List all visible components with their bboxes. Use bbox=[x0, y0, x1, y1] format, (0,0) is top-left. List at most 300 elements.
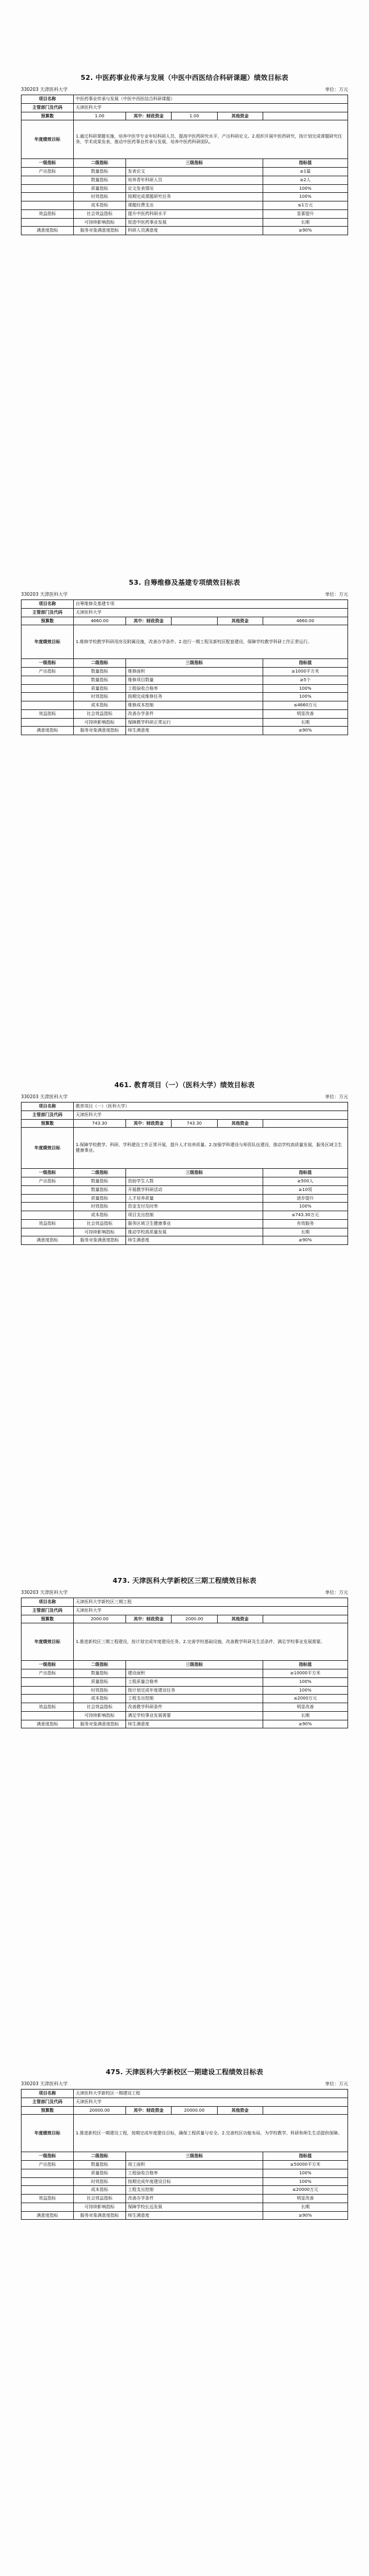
level2-cell: 社会效益指标 bbox=[73, 1219, 125, 1228]
level3-cell: 培养青年科研人员 bbox=[125, 176, 263, 184]
level1-cell bbox=[22, 176, 74, 184]
section-meta bbox=[21, 86, 348, 93]
project-name: 天津医科大学新校区一期建设工程 bbox=[73, 2090, 347, 2098]
unit-name-label: 主管部门及代码 bbox=[22, 2098, 74, 2106]
level1-cell: 产出指标 bbox=[22, 1669, 74, 1678]
level1-cell bbox=[22, 718, 74, 727]
unit-name: 天津医科大学 bbox=[73, 2098, 347, 2106]
value-cell: 100% bbox=[263, 193, 347, 201]
header-l1: 一级指标 bbox=[22, 1169, 74, 1177]
table-row bbox=[22, 209, 348, 218]
level2-cell: 成本指标 bbox=[73, 701, 125, 710]
value-cell: ≥10000平方米 bbox=[263, 1669, 347, 1678]
goal-label: 年度绩效目标 bbox=[22, 625, 74, 659]
header-l3: 三级指标 bbox=[125, 159, 263, 168]
budget-label: 预算数 bbox=[22, 1119, 74, 1128]
value-cell: ≤20000万元 bbox=[263, 2186, 347, 2195]
level2-cell: 时效指标 bbox=[73, 193, 125, 201]
value-cell: ≥90% bbox=[263, 1236, 347, 1245]
level3-cell: 维修项目数量 bbox=[125, 676, 263, 684]
value-cell: 100% bbox=[263, 2169, 347, 2177]
other-label: 其他资金 bbox=[217, 112, 263, 120]
table-row bbox=[22, 2169, 348, 2177]
value-cell: ≥500人 bbox=[263, 1177, 347, 1186]
value-cell: 100% bbox=[263, 184, 347, 193]
level3-cell: 提升中医药科研水平 bbox=[125, 209, 263, 218]
other-value: 4660.00 bbox=[263, 617, 347, 625]
unit-name: 天津医科大学 bbox=[73, 1110, 347, 1119]
level2-cell: 可持续影响指标 bbox=[73, 718, 125, 727]
level2-cell: 数量指标 bbox=[73, 168, 125, 176]
header-l3: 三级指标 bbox=[125, 2152, 263, 2161]
table-row bbox=[22, 2186, 348, 2195]
project-name: 天津医科大学新校区三期工程 bbox=[73, 1598, 347, 1607]
level3-cell: 资助学生人数 bbox=[125, 1177, 263, 1186]
level3-cell: 师生满意度 bbox=[125, 2211, 263, 2220]
value-cell: ≥1000平方米 bbox=[263, 668, 347, 676]
budget-label: 预算数 bbox=[22, 1615, 74, 1623]
value-cell: ≤2000万元 bbox=[263, 1695, 347, 1703]
goal-text: 1.通过科研课题实施，培养中医学专业年轻科研人员，提高中医药研究水平，产出科研论文。2.组织开展中医药研究，按计划完成课题研究任务，学术成果发表，推动中医药事业传承与发展，培养中医药科研团队。 bbox=[73, 120, 347, 159]
value-cell: 100% bbox=[263, 1686, 347, 1695]
level3-cell: 资金支付及时率 bbox=[125, 1203, 263, 1211]
level1-cell: 满意度指标 bbox=[22, 227, 74, 235]
table-row bbox=[22, 193, 348, 201]
level1-cell: 产出指标 bbox=[22, 1177, 74, 1186]
level3-cell: 按期完成年度建设目标 bbox=[125, 2177, 263, 2186]
level1-cell bbox=[22, 1695, 74, 1703]
value-cell: ≥2人 bbox=[263, 176, 347, 184]
header-l1: 一级指标 bbox=[22, 159, 74, 168]
table-row bbox=[22, 1677, 348, 1686]
level3-cell: 开展教学科研活动 bbox=[125, 1185, 263, 1194]
unit-code: 330203 天津医科大学 bbox=[21, 2081, 68, 2086]
table-row bbox=[22, 1711, 348, 1720]
table-row bbox=[22, 701, 348, 710]
level2-cell: 可持续影响指标 bbox=[73, 2203, 125, 2211]
level2-cell: 社会效益指标 bbox=[73, 209, 125, 218]
unit-code: 330203 天津医科大学 bbox=[21, 1094, 68, 1099]
level1-cell: 效益指标 bbox=[22, 709, 74, 718]
level3-cell: 项目支出控制 bbox=[125, 1211, 263, 1220]
table-row bbox=[22, 1720, 348, 1728]
level2-cell: 质量指标 bbox=[73, 684, 125, 693]
value-cell: ≥5个 bbox=[263, 676, 347, 684]
finance-label: 其中：财政资金 bbox=[125, 2106, 171, 2115]
budget-label: 预算数 bbox=[22, 2106, 74, 2115]
project-label: 项目名称 bbox=[22, 1598, 74, 1607]
section-461 bbox=[21, 1080, 348, 1245]
level2-cell: 服务对象满意度指标 bbox=[73, 2211, 125, 2220]
level3-cell: 论文发表情况 bbox=[125, 184, 263, 193]
project-name: 教育项目（一）（医科大学） bbox=[73, 1103, 347, 1111]
level1-cell: 产出指标 bbox=[22, 168, 74, 176]
header-value: 指标值 bbox=[263, 659, 347, 668]
value-cell: ≥90% bbox=[263, 1720, 347, 1728]
table-row bbox=[22, 168, 348, 176]
level3-cell: 促进中医药事业发展 bbox=[125, 218, 263, 227]
level3-cell: 维修面积 bbox=[125, 668, 263, 676]
level2-cell: 时效指标 bbox=[73, 1686, 125, 1695]
level3-cell: 工程支出控制 bbox=[125, 2186, 263, 2195]
table-row bbox=[22, 218, 348, 227]
level3-cell: 改善教学科研条件 bbox=[125, 1703, 263, 1712]
unit-name: 天津医科大学 bbox=[73, 1606, 347, 1615]
level1-cell bbox=[22, 684, 74, 693]
goal-text: 1.推进新校区一期建设工程，按期完成年度建设目标，确保工程质量与安全。2.完善校区功能布局，为学校教学、科研和师生生活提供保障。 bbox=[73, 2115, 347, 2152]
goal-label: 年度绩效目标 bbox=[22, 2115, 74, 2152]
level1-cell bbox=[22, 184, 74, 193]
goal-label: 年度绩效目标 bbox=[22, 1128, 74, 1169]
level3-cell: 工程验收合格率 bbox=[125, 2169, 263, 2177]
section-meta bbox=[21, 591, 348, 598]
table-row bbox=[22, 1219, 348, 1228]
value-cell: 显著提升 bbox=[263, 209, 347, 218]
level1-cell: 满意度指标 bbox=[22, 727, 74, 735]
value-cell: 逐步提升 bbox=[263, 1194, 347, 1203]
level2-cell: 数量指标 bbox=[73, 2161, 125, 2169]
level1-cell: 效益指标 bbox=[22, 1219, 74, 1228]
value-cell: ≥90% bbox=[263, 2211, 347, 2220]
other-value bbox=[263, 2106, 347, 2115]
project-name: 自筹维修及基建专项 bbox=[73, 600, 347, 609]
header-value: 指标值 bbox=[263, 2152, 347, 2161]
header-l1: 一级指标 bbox=[22, 659, 74, 668]
level3-cell: 课题经费支出 bbox=[125, 201, 263, 210]
table-row bbox=[22, 176, 348, 184]
unit-name-label: 主管部门及代码 bbox=[22, 103, 74, 112]
goal-text: 1.保障学校教学、科研、学科建设工作正常开展，提升人才培养质量。2.加强学科建设与师资队伍建设，推动学校高质量发展，服务区域卫生健康事业。 bbox=[73, 1128, 347, 1169]
level1-cell bbox=[22, 1677, 74, 1686]
level1-cell: 效益指标 bbox=[22, 2195, 74, 2203]
currency-unit: 单位：万元 bbox=[325, 87, 348, 92]
finance-label: 其中：财政资金 bbox=[125, 1119, 171, 1128]
header-l3: 三级指标 bbox=[125, 659, 263, 668]
level2-cell: 数量指标 bbox=[73, 1669, 125, 1678]
table-row bbox=[22, 668, 348, 676]
value-cell: 明显改善 bbox=[263, 1703, 347, 1712]
other-label: 其他资金 bbox=[217, 2106, 263, 2115]
currency-unit: 单位：万元 bbox=[325, 1094, 348, 1099]
unit-code: 330203 天津医科大学 bbox=[21, 1590, 68, 1595]
table-row bbox=[22, 2161, 348, 2169]
section-meta bbox=[21, 1093, 348, 1100]
level3-cell: 师生满意度 bbox=[125, 727, 263, 735]
other-value bbox=[263, 1119, 347, 1128]
goal-text: 1.维修学校教学科研用房及附属设施，改善办学条件。2.进行一期工程及新校区配套建设，保障学校教学科研工作正常运行。 bbox=[73, 625, 347, 659]
level2-cell: 社会效益指标 bbox=[73, 709, 125, 718]
value-cell: 长期 bbox=[263, 2203, 347, 2211]
section-52 bbox=[21, 72, 348, 235]
level3-cell: 维修成本控制 bbox=[125, 701, 263, 710]
header-l1: 一级指标 bbox=[22, 2152, 74, 2161]
level2-cell: 服务对象满意度指标 bbox=[73, 1236, 125, 1245]
level2-cell: 可持续影响指标 bbox=[73, 1228, 125, 1236]
budget-value: 4660.00 bbox=[73, 617, 125, 625]
level2-cell: 服务对象满意度指标 bbox=[73, 1720, 125, 1728]
level3-cell: 工程质量合格率 bbox=[125, 1677, 263, 1686]
performance-table bbox=[21, 1598, 348, 1728]
header-value: 指标值 bbox=[263, 1169, 347, 1177]
unit-name-label: 主管部门及代码 bbox=[22, 1606, 74, 1615]
performance-table bbox=[21, 2089, 348, 2220]
level1-cell bbox=[22, 193, 74, 201]
table-row bbox=[22, 201, 348, 210]
value-cell: 长期 bbox=[263, 718, 347, 727]
header-value: 指标值 bbox=[263, 1661, 347, 1669]
level2-cell: 成本指标 bbox=[73, 201, 125, 210]
level1-cell bbox=[22, 1228, 74, 1236]
section-475 bbox=[21, 2067, 348, 2220]
goal-text: 1.推进新校区三期工程建设，按计划完成年度建设任务。2.完善学校基础设施，改善教学科研及生活条件，满足学校事业发展需要。 bbox=[73, 1623, 347, 1661]
table-row bbox=[22, 693, 348, 701]
level3-cell: 改善办学条件 bbox=[125, 2195, 263, 2203]
level1-cell bbox=[22, 701, 74, 710]
level3-cell: 推动学校高质量发展 bbox=[125, 1228, 263, 1236]
unit-name-label: 主管部门及代码 bbox=[22, 1110, 74, 1119]
goal-label: 年度绩效目标 bbox=[22, 120, 74, 159]
table-row bbox=[22, 2203, 348, 2211]
table-row bbox=[22, 676, 348, 684]
level3-cell: 按期完成维修任务 bbox=[125, 693, 263, 701]
table-row bbox=[22, 709, 348, 718]
performance-table bbox=[21, 599, 348, 735]
value-cell: 100% bbox=[263, 1677, 347, 1686]
level3-cell: 按期完成课题研究任务 bbox=[125, 193, 263, 201]
table-row bbox=[22, 1228, 348, 1236]
header-l2: 二级指标 bbox=[73, 659, 125, 668]
section-title: 52. 中医药事业传承与发展（中医中西医结合科研课题）绩效目标表 bbox=[81, 74, 288, 82]
table-row bbox=[22, 718, 348, 727]
unit-code: 330203 天津医科大学 bbox=[21, 87, 68, 92]
level2-cell: 数量指标 bbox=[73, 668, 125, 676]
level2-cell: 社会效益指标 bbox=[73, 2195, 125, 2203]
level1-cell bbox=[22, 1211, 74, 1220]
table-row bbox=[22, 684, 348, 693]
level1-cell bbox=[22, 1185, 74, 1194]
value-cell: ≥90% bbox=[263, 727, 347, 735]
value-cell: ≥1篇 bbox=[263, 168, 347, 176]
section-title: 475. 天津医科大学新校区一期建设工程绩效目标表 bbox=[106, 2068, 263, 2076]
section-473 bbox=[21, 1575, 348, 1728]
level3-cell: 保障学校长远发展 bbox=[125, 2203, 263, 2211]
level1-cell bbox=[22, 676, 74, 684]
level3-cell: 工程验收合格率 bbox=[125, 684, 263, 693]
level1-cell: 效益指标 bbox=[22, 1703, 74, 1712]
goal-label: 年度绩效目标 bbox=[22, 1623, 74, 1661]
table-row bbox=[22, 1211, 348, 1220]
level1-cell bbox=[22, 1686, 74, 1695]
value-cell: 长期 bbox=[263, 1711, 347, 1720]
table-row bbox=[22, 1203, 348, 1211]
table-row bbox=[22, 1177, 348, 1186]
header-l1: 一级指标 bbox=[22, 1661, 74, 1669]
other-label: 其他资金 bbox=[217, 1615, 263, 1623]
finance-value: 2000.00 bbox=[172, 1615, 217, 1623]
level3-cell: 竣工面积 bbox=[125, 2161, 263, 2169]
value-cell: ≥90% bbox=[263, 227, 347, 235]
finance-value: 1.00 bbox=[172, 112, 217, 120]
budget-value: 20000.00 bbox=[73, 2106, 125, 2115]
table-row bbox=[22, 1185, 348, 1194]
level1-cell: 产出指标 bbox=[22, 668, 74, 676]
currency-unit: 单位：万元 bbox=[325, 1590, 348, 1595]
table-row bbox=[22, 1686, 348, 1695]
level3-cell: 改善办学条件 bbox=[125, 709, 263, 718]
value-cell: ≥50000平方米 bbox=[263, 2161, 347, 2169]
budget-value: 743.30 bbox=[73, 1119, 125, 1128]
value-cell: ≤4660万元 bbox=[263, 701, 347, 710]
table-row bbox=[22, 2195, 348, 2203]
level2-cell: 社会效益指标 bbox=[73, 1703, 125, 1712]
value-cell: 有效服务 bbox=[263, 1219, 347, 1228]
header-l2: 二级指标 bbox=[73, 1169, 125, 1177]
table-row bbox=[22, 1695, 348, 1703]
level1-cell bbox=[22, 693, 74, 701]
budget-label: 预算数 bbox=[22, 112, 74, 120]
level2-cell: 时效指标 bbox=[73, 2177, 125, 2186]
level3-cell: 发表论文 bbox=[125, 168, 263, 176]
section-meta bbox=[21, 1589, 348, 1596]
level2-cell: 成本指标 bbox=[73, 1695, 125, 1703]
value-cell: 100% bbox=[263, 693, 347, 701]
level1-cell bbox=[22, 218, 74, 227]
table-row bbox=[22, 1236, 348, 1245]
value-cell: ≤1万元 bbox=[263, 201, 347, 210]
level3-cell: 科研人员满意度 bbox=[125, 227, 263, 235]
finance-label: 其中：财政资金 bbox=[125, 1615, 171, 1623]
table-row bbox=[22, 1194, 348, 1203]
level2-cell: 质量指标 bbox=[73, 184, 125, 193]
project-name: 中医药事业传承与发展（中医中西医结合科研课题） bbox=[73, 95, 347, 104]
other-value bbox=[263, 112, 347, 120]
level2-cell: 时效指标 bbox=[73, 693, 125, 701]
value-cell: 100% bbox=[263, 684, 347, 693]
project-label: 项目名称 bbox=[22, 600, 74, 609]
level3-cell: 工程支出控制 bbox=[125, 1695, 263, 1703]
unit-name: 天津医科大学 bbox=[73, 103, 347, 112]
other-label: 其他资金 bbox=[217, 1119, 263, 1128]
level2-cell: 数量指标 bbox=[73, 176, 125, 184]
value-cell: 100% bbox=[263, 1203, 347, 1211]
value-cell: 100% bbox=[263, 2177, 347, 2186]
level1-cell bbox=[22, 2169, 74, 2177]
level1-cell bbox=[22, 2203, 74, 2211]
currency-unit: 单位：万元 bbox=[325, 2081, 348, 2086]
budget-label: 预算数 bbox=[22, 617, 74, 625]
level2-cell: 成本指标 bbox=[73, 2186, 125, 2195]
level2-cell: 成本指标 bbox=[73, 1211, 125, 1220]
level3-cell: 建设面积 bbox=[125, 1669, 263, 1678]
level2-cell: 数量指标 bbox=[73, 1177, 125, 1186]
project-label: 项目名称 bbox=[22, 95, 74, 104]
level3-cell: 服务区域卫生健康事业 bbox=[125, 1219, 263, 1228]
section-53 bbox=[21, 577, 348, 735]
unit-name-label: 主管部门及代码 bbox=[22, 608, 74, 617]
level1-cell bbox=[22, 1711, 74, 1720]
header-l2: 二级指标 bbox=[73, 2152, 125, 2161]
level1-cell: 满意度指标 bbox=[22, 2211, 74, 2220]
finance-value bbox=[172, 617, 217, 625]
level3-cell: 按计划完成年度建设任务 bbox=[125, 1686, 263, 1695]
section-title: 461. 教育项目（一）（医科大学）绩效目标表 bbox=[114, 1081, 255, 1089]
header-l2: 二级指标 bbox=[73, 1661, 125, 1669]
section-title: 473. 天津医科大学新校区三期工程绩效目标表 bbox=[113, 1577, 256, 1585]
table-row bbox=[22, 1669, 348, 1678]
level1-cell: 效益指标 bbox=[22, 209, 74, 218]
section-title: 53. 自筹维修及基建专项绩效目标表 bbox=[129, 579, 240, 587]
table-row bbox=[22, 1703, 348, 1712]
header-value: 指标值 bbox=[263, 159, 347, 168]
table-row bbox=[22, 2211, 348, 2220]
level2-cell: 质量指标 bbox=[73, 1677, 125, 1686]
level1-cell: 满意度指标 bbox=[22, 1236, 74, 1245]
table-row bbox=[22, 227, 348, 235]
section-meta bbox=[21, 2080, 348, 2087]
project-label: 项目名称 bbox=[22, 1103, 74, 1111]
level2-cell: 数量指标 bbox=[73, 676, 125, 684]
currency-unit: 单位：万元 bbox=[325, 591, 348, 597]
level3-cell: 师生满意度 bbox=[125, 1236, 263, 1245]
header-l3: 三级指标 bbox=[125, 1169, 263, 1177]
level2-cell: 质量指标 bbox=[73, 1194, 125, 1203]
value-cell: ≥10项 bbox=[263, 1185, 347, 1194]
level1-cell bbox=[22, 2177, 74, 2186]
header-l3: 三级指标 bbox=[125, 1661, 263, 1669]
level3-cell: 师生满意度 bbox=[125, 1720, 263, 1728]
level2-cell: 时效指标 bbox=[73, 1203, 125, 1211]
table-row bbox=[22, 2177, 348, 2186]
level3-cell: 人才培养质量 bbox=[125, 1194, 263, 1203]
level2-cell: 质量指标 bbox=[73, 2169, 125, 2177]
budget-value: 2000.00 bbox=[73, 1615, 125, 1623]
value-cell: 长期 bbox=[263, 218, 347, 227]
unit-name: 天津医科大学 bbox=[73, 608, 347, 617]
level2-cell: 数量指标 bbox=[73, 1185, 125, 1194]
level1-cell bbox=[22, 201, 74, 210]
budget-value: 1.00 bbox=[73, 112, 125, 120]
value-cell: 明显改善 bbox=[263, 709, 347, 718]
project-label: 项目名称 bbox=[22, 2090, 74, 2098]
level1-cell bbox=[22, 1194, 74, 1203]
table-row bbox=[22, 727, 348, 735]
level2-cell: 可持续影响指标 bbox=[73, 1711, 125, 1720]
value-cell: 明显改善 bbox=[263, 2195, 347, 2203]
level2-cell: 可持续影响指标 bbox=[73, 218, 125, 227]
level1-cell: 满意度指标 bbox=[22, 1720, 74, 1728]
finance-label: 其中：财政资金 bbox=[125, 617, 171, 625]
other-label: 其他资金 bbox=[217, 617, 263, 625]
value-cell: ≤743.30万元 bbox=[263, 1211, 347, 1220]
level2-cell: 服务对象满意度指标 bbox=[73, 727, 125, 735]
header-l2: 二级指标 bbox=[73, 159, 125, 168]
level1-cell: 产出指标 bbox=[22, 2161, 74, 2169]
level2-cell: 服务对象满意度指标 bbox=[73, 227, 125, 235]
performance-table bbox=[21, 95, 348, 235]
finance-value: 743.30 bbox=[172, 1119, 217, 1128]
finance-value: 20000.00 bbox=[172, 2106, 217, 2115]
level1-cell bbox=[22, 1203, 74, 1211]
table-row bbox=[22, 184, 348, 193]
performance-table bbox=[21, 1102, 348, 1245]
level3-cell: 保障教学科研正常运行 bbox=[125, 718, 263, 727]
unit-code: 330203 天津医科大学 bbox=[21, 591, 68, 597]
finance-label: 其中：财政资金 bbox=[125, 112, 171, 120]
value-cell: 长期 bbox=[263, 1228, 347, 1236]
level3-cell: 满足学校事业发展需要 bbox=[125, 1711, 263, 1720]
other-value bbox=[263, 1615, 347, 1623]
level1-cell bbox=[22, 2186, 74, 2195]
